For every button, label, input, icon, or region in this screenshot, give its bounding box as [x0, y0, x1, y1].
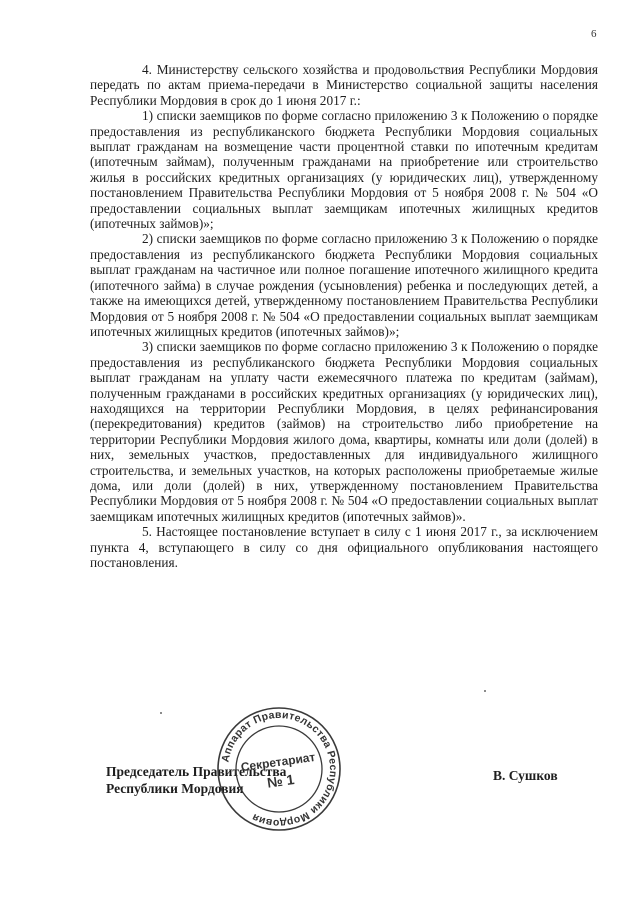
- scan-speck: [484, 690, 486, 692]
- stamp-ring-text: Аппарат Правительства Республики Мордовия: [219, 708, 340, 830]
- stamp-center-line1: Секретариат: [239, 749, 317, 775]
- document-body: [90, 62, 598, 570]
- stamp-center-line2: № 1: [266, 771, 296, 791]
- paragraph-4-1: 1) списки заемщиков по форме согласно приложению 3 к Положению о порядке предоставления из республиканского бюджета Республики Мордовия социальных выплат гражданам на возмещение части процентной ставки по ипотечным кредитам (ипотечным займам), полученным гражданами на приобретение или строительство жилья в российских кредитных организациях (у юридических лиц), утвержденному постановлением Правительства Республики Мордовия от 5 ноября 2008 г. № 504 «О предоставлении социальных выплат заемщикам ипотечных жилищных кредитов (ипотечных займов)»;: [90, 108, 598, 232]
- scan-speck: [160, 712, 162, 714]
- paragraph-4: 4. Министерству сельского хозяйства и продовольствия Республики Мордовия передать по актам приема-передачи в Министерство социальной защиты населения Республики Мордовия в срок до 1 июня 2017 г.:: [90, 62, 598, 108]
- signer-title-line2: Республики Мордовия: [106, 781, 244, 796]
- signer-title-line1: Председатель Правительства: [106, 764, 287, 779]
- official-stamp: [216, 706, 342, 832]
- paragraph-4-2: 2) списки заемщиков по форме согласно приложению 3 к Положению о порядке предоставления из республиканского бюджета Республики Мордовия социальных выплат гражданам на частичное или полное погашение ипотечного жилищного кредита (ипотечного займа) в случае рождения (усыновления) ребенка и последующих детей, а также на имеющихся детей, утвержденному постановлением Правительства Республики Мордовия от 5 ноября 2008 г. № 504 «О предоставлении социальных выплат заемщикам ипотечных жилищных кредитов (ипотечных займов)»;: [90, 231, 598, 339]
- page-number: 6: [591, 28, 597, 40]
- signer-name: В. Сушков: [493, 768, 558, 783]
- paragraph-5: 5. Настоящее постановление вступает в силу с 1 июня 2017 г., за исключением пункта 4, вступающего в силу со дня официального опубликования настоящего постановления.: [90, 524, 598, 570]
- paragraph-4-3: 3) списки заемщиков по форме согласно приложению 3 к Положению о порядке предоставления из республиканского бюджета Республики Мордовия социальных выплат гражданам на уплату части ежемесячного платежа по кредитам (займам), полученным гражданами в российских кредитных организациях (у юридических лиц), находящихся на территории Республики Мордовия, в целях рефинансирования (перекредитования) кредитов (займов) на строительство либо приобретение на территории Республики Мордовия жилого дома, квартиры, комнаты или доли (долей) в них, земельных участков, предоставленных для индивидуального жилищного строительства, и земельных участков, на которых расположены приобретаемые жилые дома, или доли (долей) в них, утвержденному постановлением Правительства Республики Мордовия от 5 ноября 2008 г. № 504 «О предоставлении социальных выплат заемщикам ипотечных жилищных кредитов (ипотечных займов)».: [90, 339, 598, 524]
